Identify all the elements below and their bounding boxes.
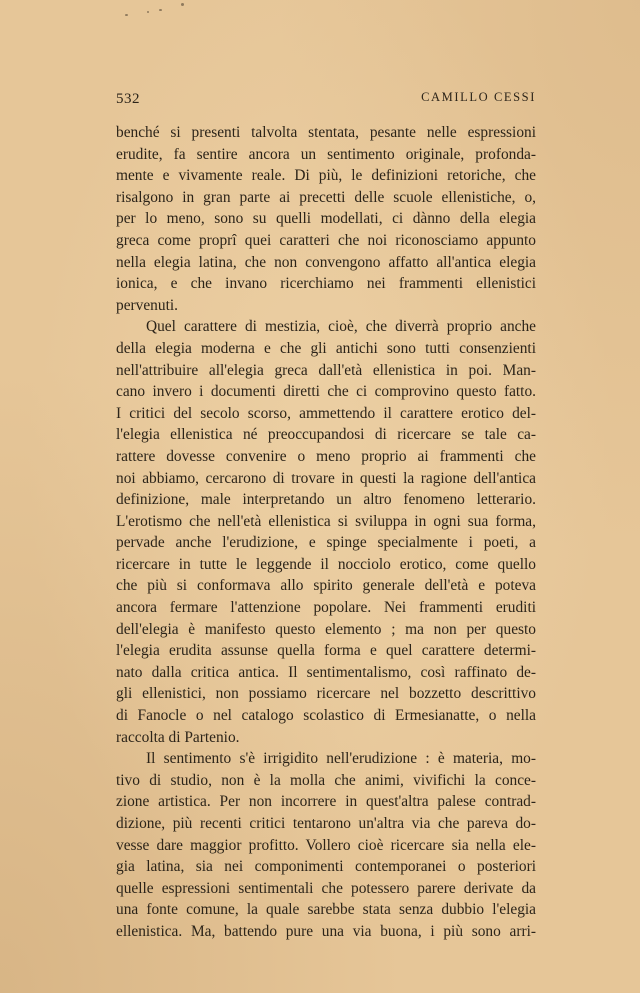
ink-speck xyxy=(159,9,162,11)
text-line: di Fanocle o nel catalogo scolastico di Ermesianatte, o nella xyxy=(116,707,536,725)
text-line: ricercare in tutte le leggende il nocciolo erotico, come quello xyxy=(116,555,536,573)
text-line: I critici del secolo scorso, ammettendo il carattere erotico del- xyxy=(116,404,536,422)
text-line: risalgono in gran parte ai precetti delle scuole ellenistiche, o, xyxy=(116,188,536,206)
text-line: l'elegia ellenistica né preoccupandosi di ricercare se tale ca- xyxy=(116,426,536,444)
text-line: quelle espressioni sentimentali che potessero parere derivate da xyxy=(116,879,536,897)
text-line: Quel carattere di mestizia, cioè, che diverrà proprio anche xyxy=(146,318,536,336)
text-line: cano invero i documenti diretti che ci comprovino questo fatto. xyxy=(116,383,536,401)
text-line: gia latina, sia nei componimenti contemporanei o posteriori xyxy=(116,858,536,876)
page-number: 532 xyxy=(116,91,140,107)
text-line: zione artistica. Per non incorrere in quest'altra palese contrad- xyxy=(116,793,536,811)
ink-speck xyxy=(181,3,184,6)
text-line: che più si conformava allo spirito generale dell'età e poteva xyxy=(116,577,536,595)
text-line: rattere dovesse convenire o meno proprio ai frammenti che xyxy=(116,447,536,465)
text-line: noi abbiamo, cercarono di trovare in questi la ragione dell'antica xyxy=(116,469,536,487)
text-line: pervenuti. xyxy=(116,296,178,314)
ink-speck xyxy=(125,14,128,16)
text-line: greca come proprî quei caratteri che noi riconosciamo appunto xyxy=(116,231,536,249)
text-line: vesse dare maggior profitto. Vollero cioè ricercare sia nella ele- xyxy=(116,836,536,854)
running-head: CAMILLO CESSI xyxy=(421,90,536,104)
text-line: ionica, e che invano ricerchiamo nei frammenti ellenistici xyxy=(116,275,536,293)
text-line: una fonte comune, la quale sarebbe stata senza dubbio l'elegia xyxy=(116,901,536,919)
text-line: raccolta di Partenio. xyxy=(116,728,240,746)
text-line: dell'elegia è manifesto questo elemento ; ma non per questo xyxy=(116,620,536,638)
text-line: nell'attribuire all'elegia greca dall'età ellenistica in poi. Man- xyxy=(116,361,536,379)
page-header xyxy=(116,88,536,110)
text-line: ancora fermare l'attenzione popolare. Nei frammenti eruditi xyxy=(116,599,536,617)
text-line: per lo meno, sono su quelli modellati, ci dànno della elegia xyxy=(116,210,536,228)
text-line: della elegia moderna e che gli antichi sono tutti consenzienti xyxy=(116,339,536,357)
text-line: pervade anche l'erudizione, e spinge specialmente i poeti, a xyxy=(116,534,536,552)
text-line: definizione, male interpretando un altro fenomeno letterario. xyxy=(116,491,536,509)
text-line: erudite, fa sentire ancora un sentimento originale, profonda- xyxy=(116,145,536,163)
text-line: dizione, più recenti critici tentarono un'altra via che pareva do- xyxy=(116,815,536,832)
text-line: gli ellenistici, non possiamo ricercare nel bozzetto descrittivo xyxy=(116,685,536,703)
text-line: ellenistica. Ma, battendo pure una via buona, i più sono arri- xyxy=(116,922,536,940)
text-line: benché si presenti talvolta stentata, pesante nelle espressioni xyxy=(116,124,536,141)
paragraph-2 xyxy=(116,316,536,748)
body-text xyxy=(116,122,536,943)
text-line: Il sentimento s'è irrigidito nell'erudizione : è materia, mo- xyxy=(146,750,536,768)
text-line: mente e vivamente reale. Di più, le definizioni retoriche, che xyxy=(116,167,536,185)
text-line: l'elegia erudita assunse quella forma e quel carattere determi- xyxy=(116,642,536,660)
text-line: tivo di studio, non è la molla che animi, vivifichi la conce- xyxy=(116,771,536,789)
text-line: nella elegia latina, che non convengono affatto all'antica elegia xyxy=(116,253,536,271)
ink-speck xyxy=(147,11,149,13)
text-line: nato dalla critica antica. Il sentimentalismo, così raffinato de- xyxy=(116,663,536,681)
paragraph-3 xyxy=(116,748,536,942)
text-line: L'erotismo che nell'età ellenistica si sviluppa in ogni sua forma, xyxy=(116,512,536,530)
paragraph-1 xyxy=(116,122,536,316)
